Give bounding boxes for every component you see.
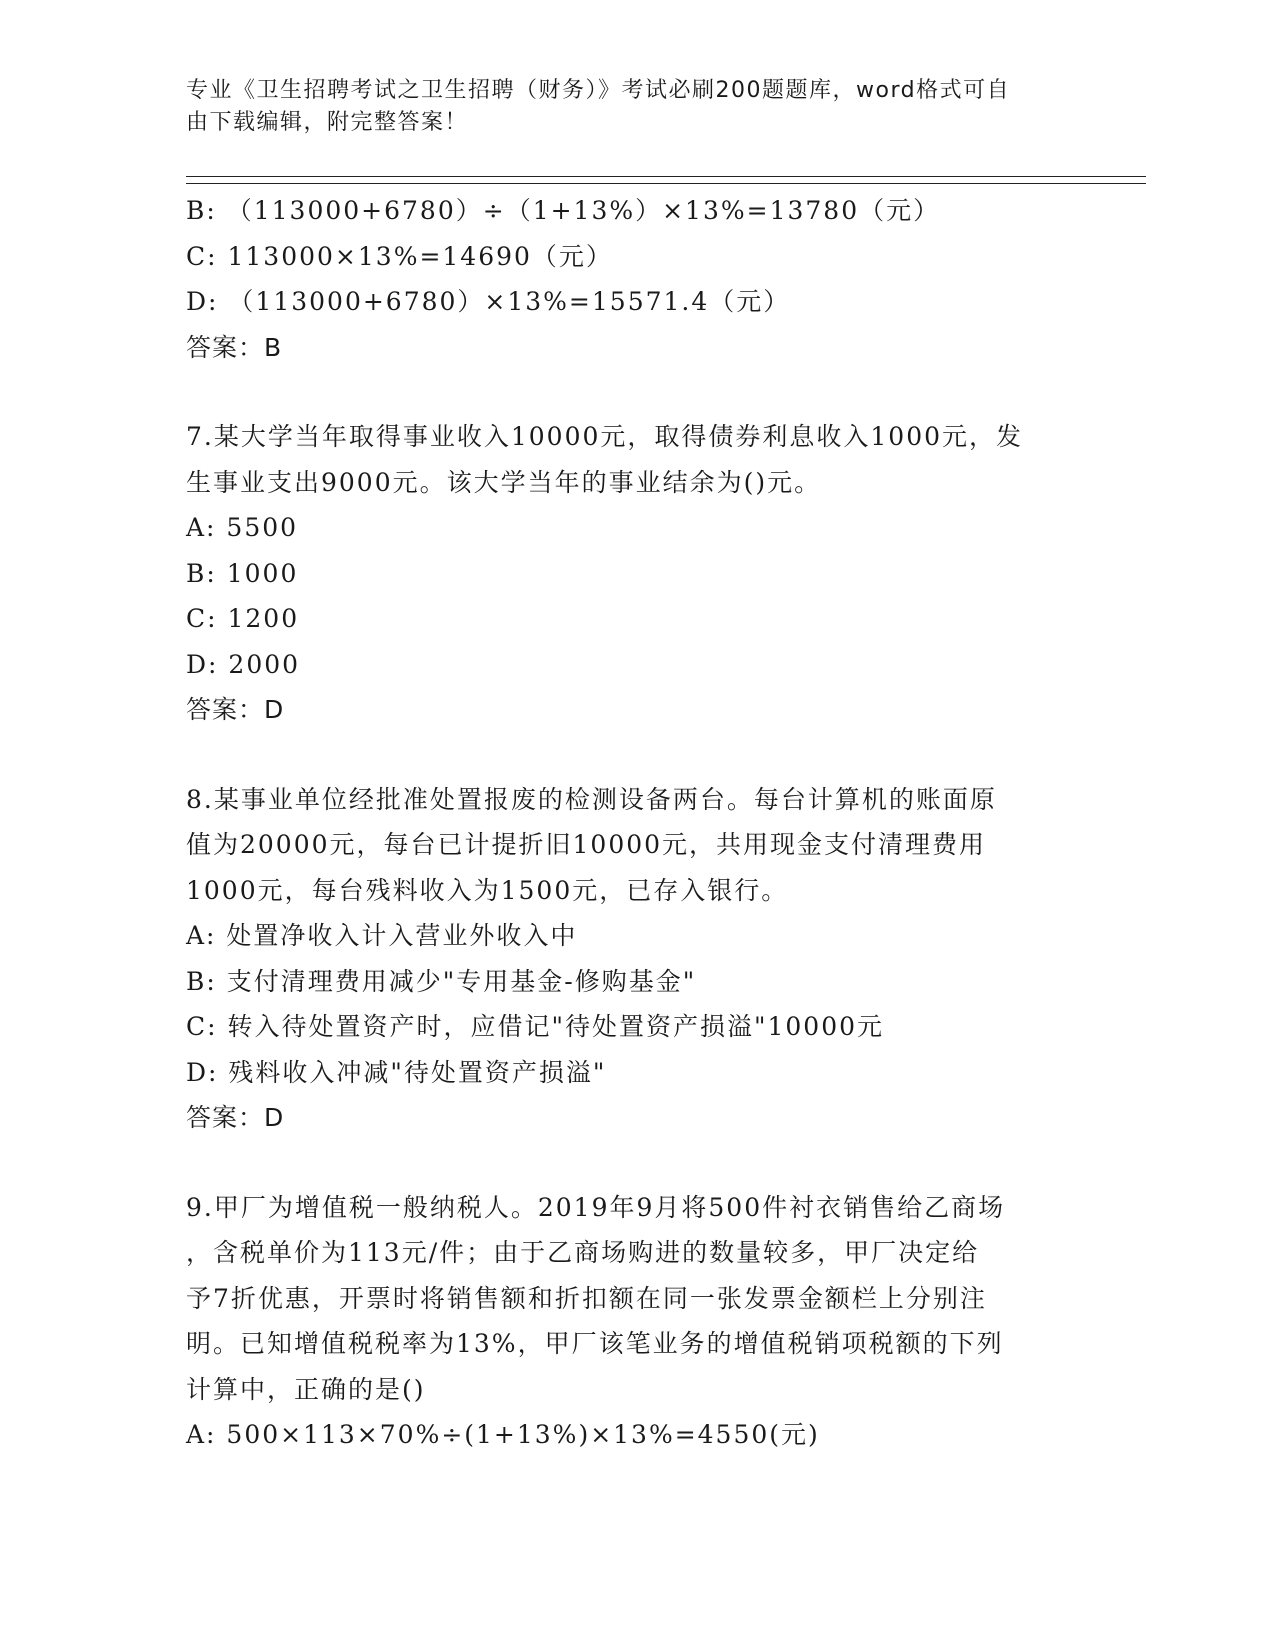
question-6-tail [186,188,1076,370]
option-c: C: 转入待处置资产时，应借记"待处置资产损溢"10000元 [186,1012,885,1041]
question-stem-line: 值为20000元，每台已计提折旧10000元，共用现金支付清理费用 [186,830,987,859]
question-stem-line: 1000元，每台残料收入为1500元，已存入银行。 [186,875,789,905]
option-b: B: （113000+6780）÷（1+13%）×13%=13780（元） [186,196,941,225]
option-a: A: 5500 [186,513,299,542]
question-7 [186,414,1076,733]
document-header [186,75,1066,139]
question-stem-line: 生事业支出9000元。该大学当年的事业结余为()元。 [186,467,822,497]
question-stem-line: 7.某大学当年取得事业收入10000元，取得债券利息收入1000元，发 [186,422,1024,451]
answer: 答案：B [186,332,283,362]
answer: 答案：D [186,1103,285,1132]
spacer [186,1141,1076,1185]
option-d: D: 2000 [186,649,301,679]
option-d: D: 残料收入冲减"待处置资产损溢" [186,1057,607,1087]
header-rule-bottom [186,183,1146,184]
question-8 [186,777,1076,1141]
option-c: C: 113000×13%=14690（元） [186,241,613,271]
question-stem-line: 予7折优惠，开票时将销售额和折扣额在同一张发票金额栏上分别注 [186,1283,987,1313]
option-c: C: 1200 [186,604,300,633]
answer: 答案：D [186,695,285,724]
spacer [186,733,1076,777]
header-title-line-1: 专业《卫生招聘考试之卫生招聘（财务）》考试必刷200题题库，word格式可自 [186,78,1011,103]
question-stem-line: ，含税单价为113元/件；由于乙商场购进的数量较多，甲厂决定给 [186,1238,980,1267]
option-a: A: 处置净收入计入营业外收入中 [186,921,578,950]
question-stem-line: 8.某事业单位经批准处置报废的检测设备两台。每台计算机的账面原 [186,784,997,814]
question-9 [186,1185,1076,1458]
option-a: A: 500×113×70%÷(1+13%)×13%=4550(元) [186,1420,820,1449]
option-b: B: 1000 [186,558,299,588]
question-stem-line: 明。已知增值税税率为13%，甲厂该笔业务的增值税销项税额的下列 [186,1329,1004,1358]
header-rule-top [186,176,1146,177]
question-content [186,188,1076,1458]
question-stem-line: 计算中，正确的是() [186,1374,426,1404]
question-stem-line: 9.甲厂为增值税一般纳税人。2019年9月将500件衬衣销售给乙商场 [186,1192,1006,1222]
option-d: D: （113000+6780）×13%=15571.4（元） [186,287,791,316]
option-b: B: 支付清理费用减少"专用基金-修购基金" [186,966,697,996]
header-title-line-2: 由下载编辑，附完整答案！ [186,110,469,135]
spacer [186,370,1076,414]
